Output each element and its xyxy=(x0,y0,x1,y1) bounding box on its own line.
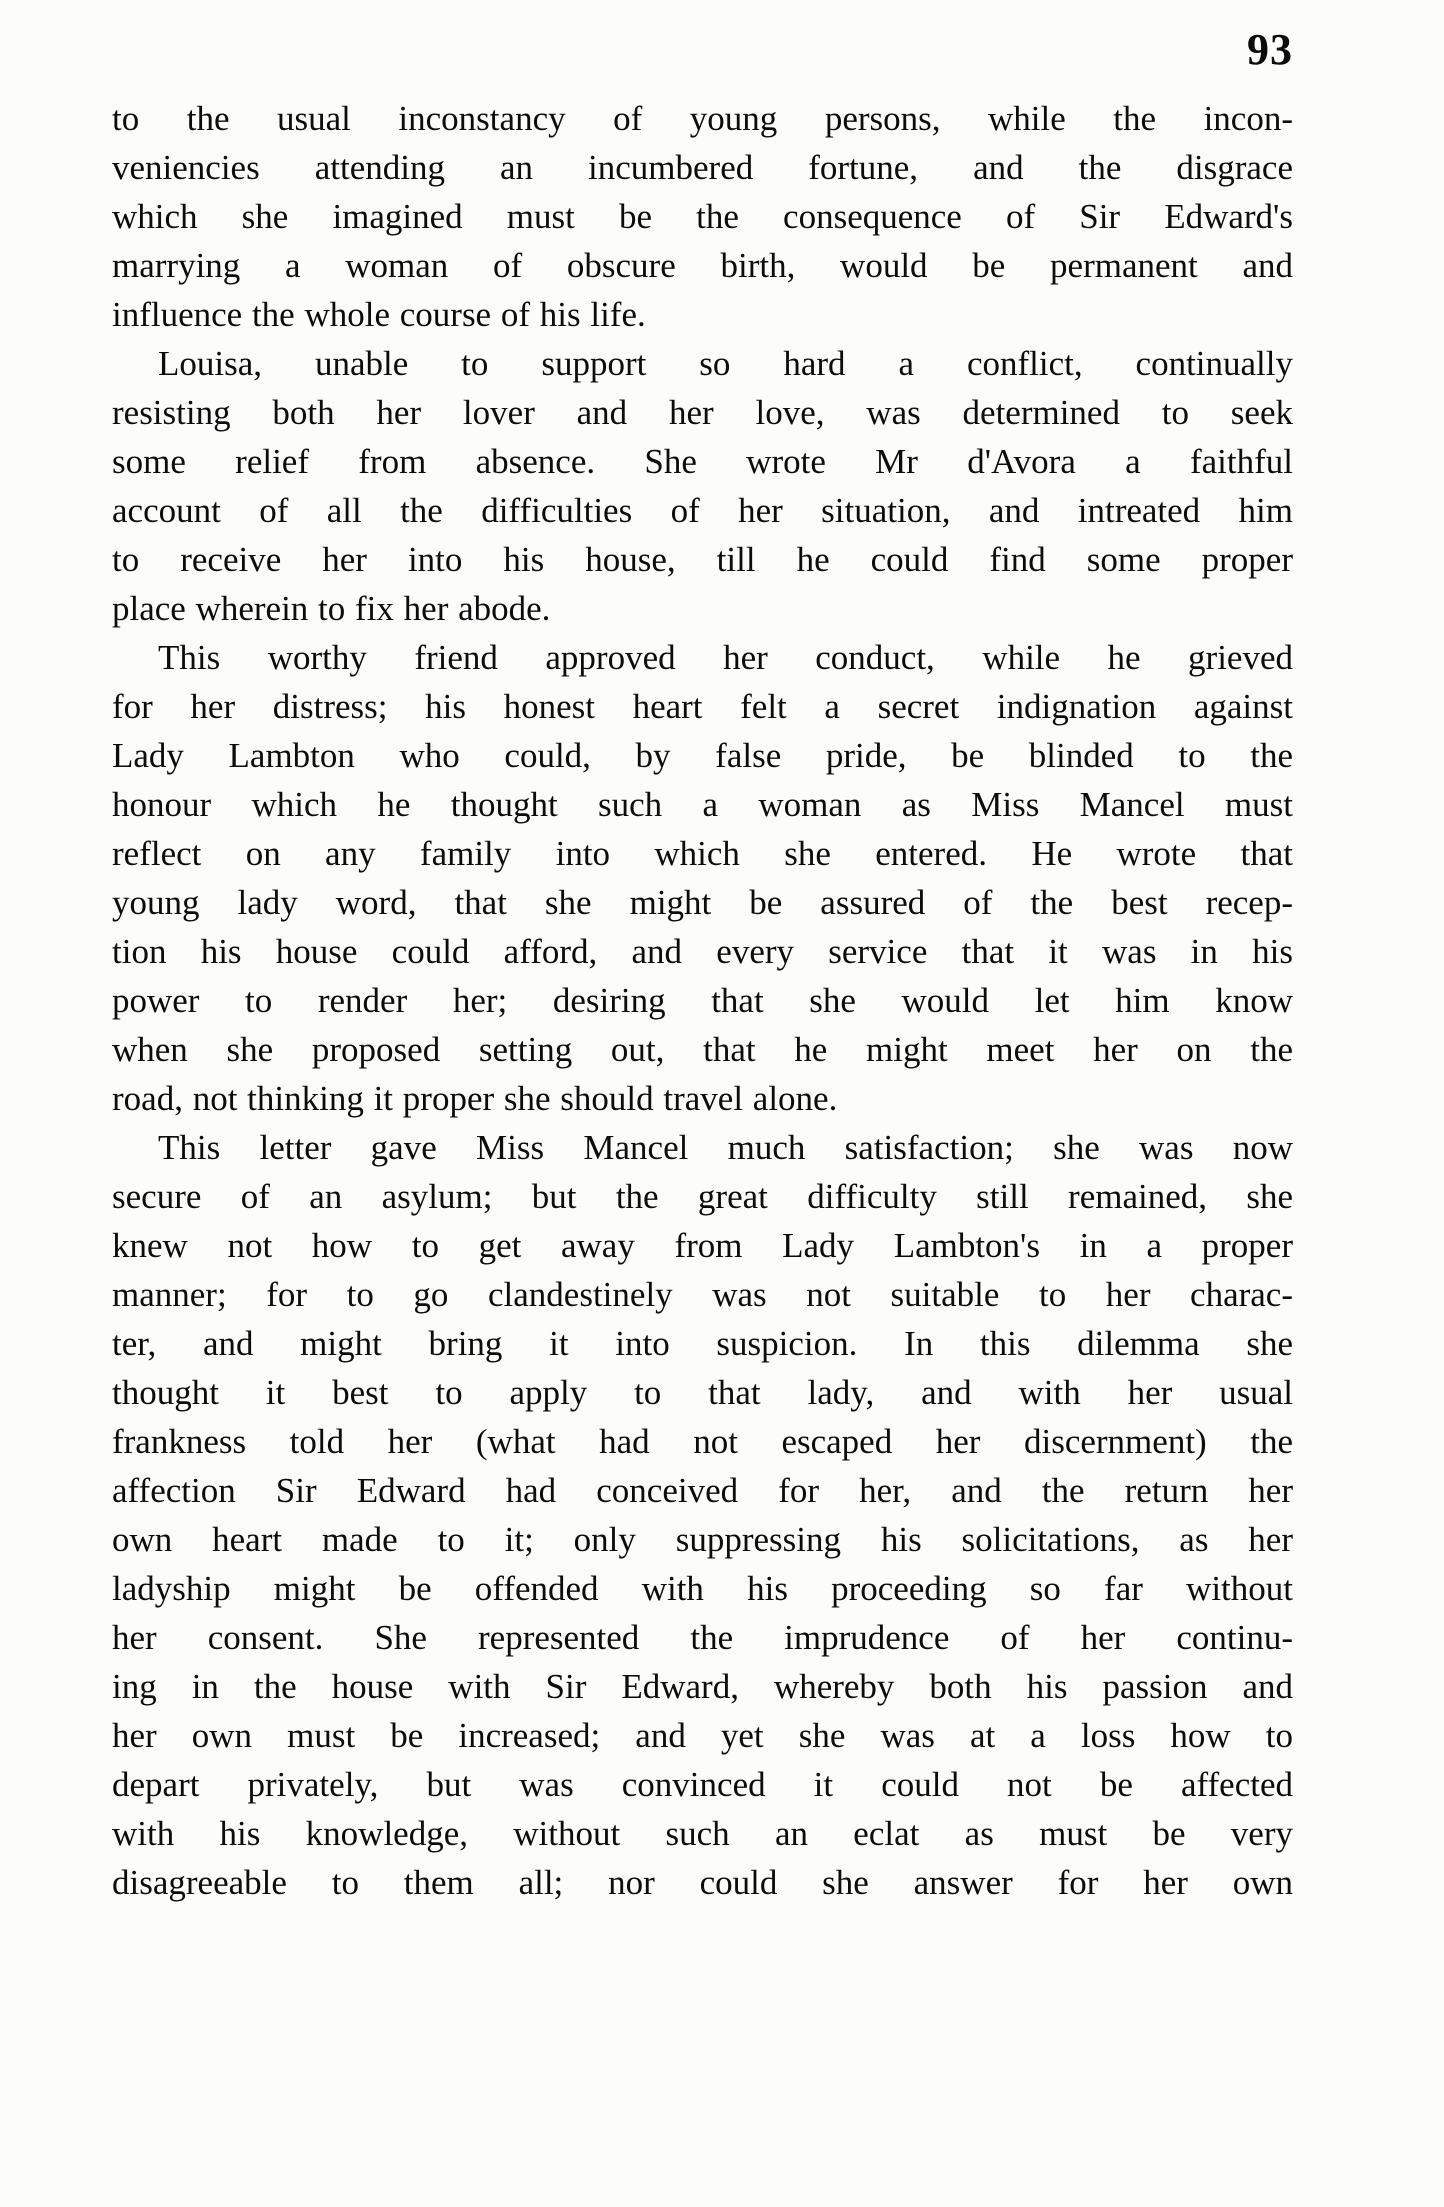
text-line: tion his house could afford, and every service that it was in his xyxy=(112,932,1293,971)
text-line: secure of an asylum; but the great difficulty still remained, she xyxy=(112,1177,1293,1216)
text-line: depart privately, but was convinced it could not be affected xyxy=(112,1765,1293,1804)
text-block xyxy=(112,94,1293,1907)
text-line: knew not how to get away from Lady Lambton's in a proper xyxy=(112,1226,1293,1265)
page-number: 93 xyxy=(1247,25,1293,74)
text-line: young lady word, that she might be assured of the best recep- xyxy=(112,883,1293,922)
text-line: frankness told her (what had not escaped her discernment) the xyxy=(112,1422,1293,1461)
text-line: Louisa, unable to support so hard a conflict, continually xyxy=(158,344,1293,383)
paragraph xyxy=(112,94,1293,339)
text-line: influence the whole course of his life. xyxy=(112,295,646,334)
text-line: which she imagined must be the consequence of Sir Edward's xyxy=(112,197,1293,236)
text-line: her own must be increased; and yet she was at a loss how to xyxy=(112,1716,1293,1755)
text-line: her consent. She represented the imprudence of her continu- xyxy=(112,1618,1293,1657)
text-line: affection Sir Edward had conceived for her, and the return her xyxy=(112,1471,1293,1510)
text-line: for her distress; his honest heart felt a secret indignation against xyxy=(112,687,1293,726)
text-line: thought it best to apply to that lady, and with her usual xyxy=(112,1373,1293,1412)
text-line: some relief from absence. She wrote Mr d'Avora a faithful xyxy=(112,442,1293,481)
text-line: place wherein to fix her abode. xyxy=(112,589,551,628)
text-line: to receive her into his house, till he could find some proper xyxy=(112,540,1293,579)
text-line: with his knowledge, without such an eclat as must be very xyxy=(112,1814,1293,1853)
text-line: This letter gave Miss Mancel much satisfaction; she was now xyxy=(158,1128,1293,1167)
text-line: to the usual inconstancy of young persons, while the incon- xyxy=(112,99,1293,138)
text-line: manner; for to go clandestinely was not suitable to her charac- xyxy=(112,1275,1293,1314)
paragraph xyxy=(112,633,1293,1123)
text-line: when she proposed setting out, that he might meet her on the xyxy=(112,1030,1293,1069)
paragraph xyxy=(112,1123,1293,1907)
text-line: This worthy friend approved her conduct, while he grieved xyxy=(158,638,1293,677)
text-line: Lady Lambton who could, by false pride, be blinded to the xyxy=(112,736,1293,775)
text-line: ing in the house with Sir Edward, whereby both his passion and xyxy=(112,1667,1293,1706)
text-line: own heart made to it; only suppressing his solicitations, as her xyxy=(112,1520,1293,1559)
text-line: reflect on any family into which she entered. He wrote that xyxy=(112,834,1293,873)
text-line: marrying a woman of obscure birth, would be permanent and xyxy=(112,246,1293,285)
text-line: power to render her; desiring that she would let him know xyxy=(112,981,1293,1020)
paragraph xyxy=(112,339,1293,633)
text-line: account of all the difficulties of her situation, and intreated him xyxy=(112,491,1293,530)
text-line: disagreeable to them all; nor could she answer for her own xyxy=(112,1863,1293,1902)
text-line: veniencies attending an incumbered fortune, and the disgrace xyxy=(112,148,1293,187)
text-line: ter, and might bring it into suspicion. In this dilemma she xyxy=(112,1324,1293,1363)
text-line: honour which he thought such a woman as Miss Mancel must xyxy=(112,785,1293,824)
text-line: resisting both her lover and her love, was determined to seek xyxy=(112,393,1293,432)
text-line: ladyship might be offended with his proceeding so far without xyxy=(112,1569,1293,1608)
text-line: road, not thinking it proper she should travel alone. xyxy=(112,1079,838,1118)
